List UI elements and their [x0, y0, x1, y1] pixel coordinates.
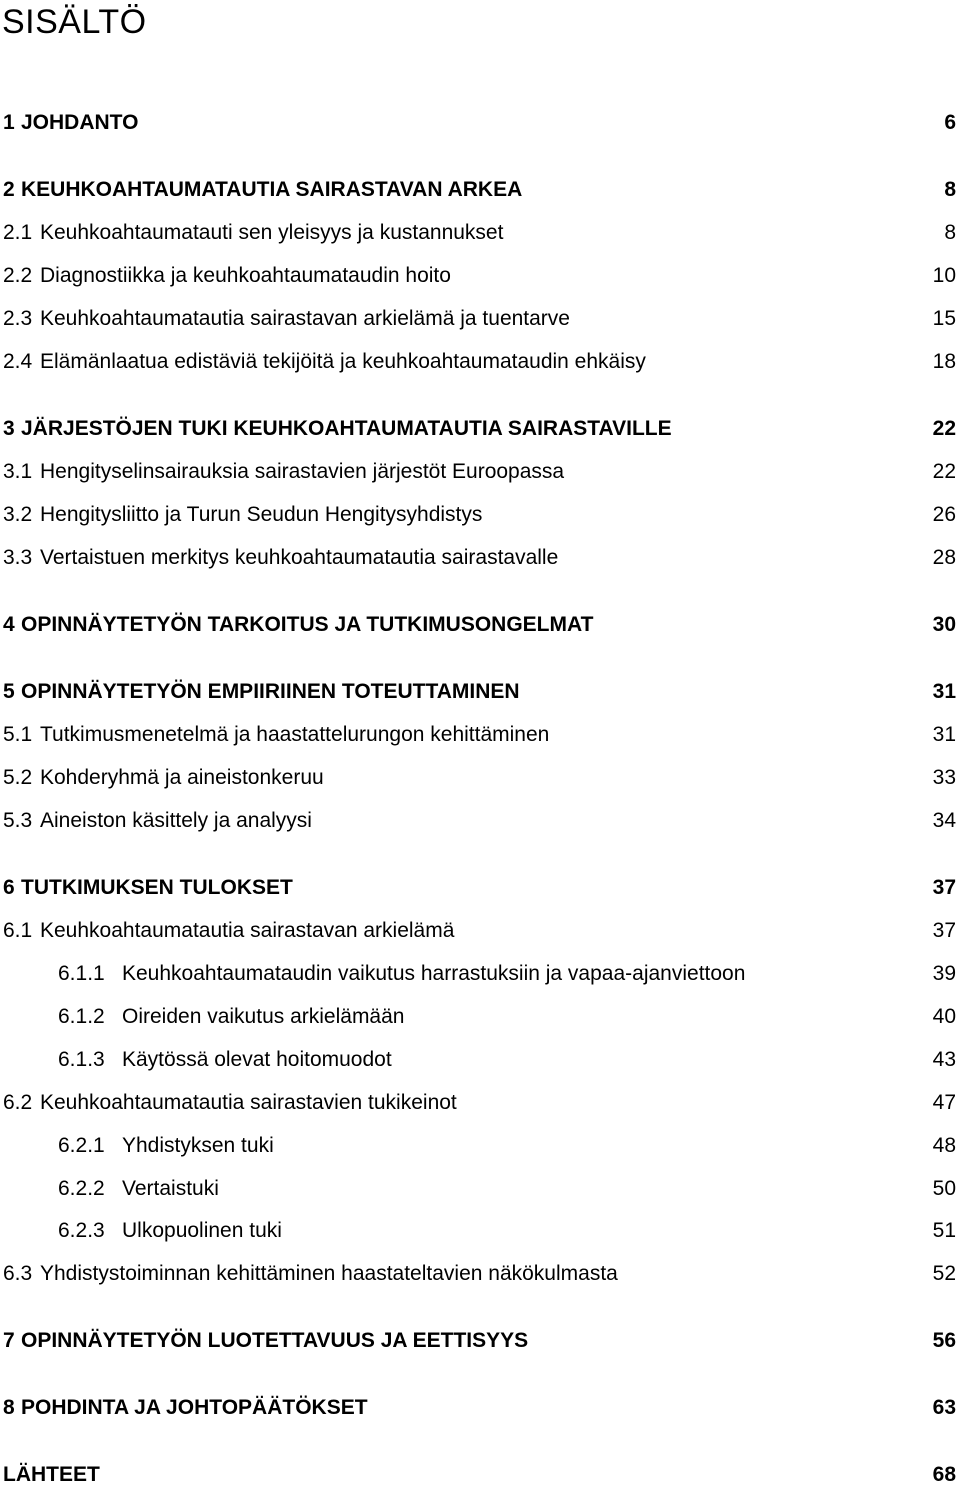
toc-page-number: 52	[932, 1262, 956, 1285]
toc-page-number: 68	[932, 1463, 956, 1486]
toc-page-number: 31	[932, 680, 956, 703]
toc-title: Yhdistystoiminnan kehittäminen haastateltavien näkökulmasta	[40, 1262, 618, 1285]
toc-number: 2.4	[3, 350, 33, 373]
toc-number: 6.3	[3, 1262, 33, 1285]
toc-section-3-2[interactable]	[0, 500, 960, 530]
toc-title: OPINNÄYTETYÖN TARKOITUS JA TUTKIMUSONGELMAT	[21, 613, 594, 636]
toc-page-number: 51	[932, 1219, 956, 1242]
toc-page-number: 37	[932, 919, 956, 942]
toc-section-5-3[interactable]	[0, 806, 960, 836]
toc-number: 5.2	[3, 766, 33, 789]
toc-number: 6.2	[3, 1091, 33, 1114]
toc-section-2-3[interactable]	[0, 304, 960, 334]
toc-chapter-6[interactable]	[0, 873, 960, 903]
toc-section-6-3[interactable]	[0, 1259, 960, 1289]
toc-chapter-3[interactable]	[0, 414, 960, 444]
toc-page-number: 18	[932, 350, 956, 373]
toc-page-number: 47	[932, 1091, 956, 1114]
toc-section-2-4[interactable]	[0, 347, 960, 377]
toc-number: 2	[3, 178, 15, 201]
toc-number: 6	[3, 876, 15, 899]
toc-section-2-2[interactable]	[0, 261, 960, 291]
toc-section-5-1[interactable]	[0, 720, 960, 750]
toc-number: 8	[3, 1396, 15, 1419]
toc-section-6-1[interactable]	[0, 916, 960, 946]
toc-title: Keuhkoahtaumatautia sairastavien tukikeinot	[40, 1091, 457, 1114]
toc-chapter-7[interactable]	[0, 1326, 960, 1356]
toc-page-number: 33	[932, 766, 956, 789]
toc-number: 3.2	[3, 503, 33, 526]
toc-title: Keuhkoahtaumatauti sen yleisyys ja kustannukset	[40, 221, 504, 244]
toc-section-3-1[interactable]	[0, 457, 960, 487]
toc-page-number: 22	[932, 417, 956, 440]
toc-subsection-6-1-3[interactable]	[0, 1045, 960, 1075]
toc-number: 7	[3, 1329, 15, 1352]
toc-number: 6.2.3	[58, 1219, 105, 1242]
toc-page-number: 15	[932, 307, 956, 330]
toc-title: Keuhkoahtaumataudin vaikutus harrastuksiin ja vapaa-ajanviettoon	[122, 962, 746, 985]
toc-number: 3.1	[3, 460, 33, 483]
toc-number: 3	[3, 417, 15, 440]
toc-number: 2.3	[3, 307, 33, 330]
toc-number: 6.1.1	[58, 962, 105, 985]
toc-subsection-6-2-1[interactable]	[0, 1131, 960, 1161]
toc-page-number: 10	[932, 264, 956, 287]
toc-number: 6.1	[3, 919, 33, 942]
toc-section-6-2[interactable]	[0, 1088, 960, 1118]
toc-page-number: 34	[932, 809, 956, 832]
toc-title: OPINNÄYTETYÖN EMPIIRIINEN TOTEUTTAMINEN	[21, 680, 520, 703]
toc-number: 4	[3, 613, 15, 636]
toc-number: 3.3	[3, 546, 33, 569]
toc-subsection-6-1-2[interactable]	[0, 1002, 960, 1032]
toc-number: 5.1	[3, 723, 33, 746]
toc-chapter-4[interactable]	[0, 610, 960, 640]
toc-page-number: 50	[932, 1177, 956, 1200]
toc-number: 2.2	[3, 264, 33, 287]
toc-section-5-2[interactable]	[0, 763, 960, 793]
toc-title: Ulkopuolinen tuki	[122, 1219, 282, 1242]
toc-number: 6.1.2	[58, 1005, 105, 1028]
toc-title: Aineiston käsittely ja analyysi	[40, 809, 312, 832]
toc-page-number: 26	[932, 503, 956, 526]
toc-title: Elämänlaatua edistäviä tekijöitä ja keuhkoahtaumataudin ehkäisy	[40, 350, 646, 373]
toc-page-number: 28	[932, 546, 956, 569]
toc-page-number: 43	[932, 1048, 956, 1071]
toc-number: 5.3	[3, 809, 33, 832]
toc-title: Kohderyhmä ja aineistonkeruu	[40, 766, 324, 789]
toc-title: Vertaistuen merkitys keuhkoahtaumatautia sairastavalle	[40, 546, 559, 569]
toc-subsection-6-2-2[interactable]	[0, 1174, 960, 1204]
toc-subsection-6-1-1[interactable]	[0, 959, 960, 989]
toc-title: Keuhkoahtaumatautia sairastavan arkielämä	[40, 919, 455, 942]
toc-title: Hengitysliitto ja Turun Seudun Hengitysyhdistys	[40, 503, 483, 526]
toc-references[interactable]	[0, 1460, 960, 1490]
toc-chapter-5[interactable]	[0, 677, 960, 707]
toc-title: JÄRJESTÖJEN TUKI KEUHKOAHTAUMATAUTIA SAIRASTAVILLE	[21, 417, 672, 440]
toc-page-number: 6	[944, 111, 956, 134]
toc-number: 2.1	[3, 221, 33, 244]
toc-chapter-1[interactable]	[0, 108, 960, 138]
toc-page-number: 22	[932, 460, 956, 483]
toc-title: POHDINTA JA JOHTOPÄÄTÖKSET	[21, 1396, 368, 1419]
toc-page-number: 63	[932, 1396, 956, 1419]
toc-section-2-1[interactable]	[0, 218, 960, 248]
toc-number: 1	[3, 111, 15, 134]
toc-title: TUTKIMUKSEN TULOKSET	[21, 876, 293, 899]
toc-title: Käytössä olevat hoitomuodot	[122, 1048, 392, 1071]
toc-title: Hengityselinsairauksia sairastavien järjestöt Euroopassa	[40, 460, 565, 483]
toc-title: Keuhkoahtaumatautia sairastavan arkielämä ja tuentarve	[40, 307, 570, 330]
toc-title: LÄHTEET	[3, 1463, 100, 1486]
toc-page-number: 8	[944, 221, 956, 244]
toc-number: 6.2.1	[58, 1134, 105, 1157]
toc-title: Vertaistuki	[122, 1177, 219, 1200]
toc-number: 6.2.2	[58, 1177, 105, 1200]
toc-page-number: 31	[932, 723, 956, 746]
toc-page-number: 37	[932, 876, 956, 899]
toc-page-number: 39	[932, 962, 956, 985]
toc-title: Oireiden vaikutus arkielämään	[122, 1005, 405, 1028]
toc-title: OPINNÄYTETYÖN LUOTETTAVUUS JA EETTISYYS	[21, 1329, 529, 1352]
toc-chapter-8[interactable]	[0, 1393, 960, 1423]
toc-page-number: 8	[944, 178, 956, 201]
toc-title: JOHDANTO	[21, 111, 139, 134]
toc-title: Tutkimusmenetelmä ja haastattelurungon kehittäminen	[40, 723, 550, 746]
toc-page-number: 56	[932, 1329, 956, 1352]
toc-chapter-2[interactable]	[0, 175, 960, 205]
page-title: SISÄLTÖ	[2, 3, 147, 41]
toc-page-number: 30	[932, 613, 956, 636]
toc-number: 6.1.3	[58, 1048, 105, 1071]
toc-title: KEUHKOAHTAUMATAUTIA SAIRASTAVAN ARKEA	[21, 178, 523, 201]
toc-page-number: 48	[932, 1134, 956, 1157]
toc-title: Yhdistyksen tuki	[122, 1134, 274, 1157]
toc-number: 5	[3, 680, 15, 703]
toc-subsection-6-2-3[interactable]	[0, 1216, 960, 1246]
toc-page-number: 40	[932, 1005, 956, 1028]
toc-title: Diagnostiikka ja keuhkoahtaumataudin hoito	[40, 264, 451, 287]
toc-section-3-3[interactable]	[0, 543, 960, 573]
